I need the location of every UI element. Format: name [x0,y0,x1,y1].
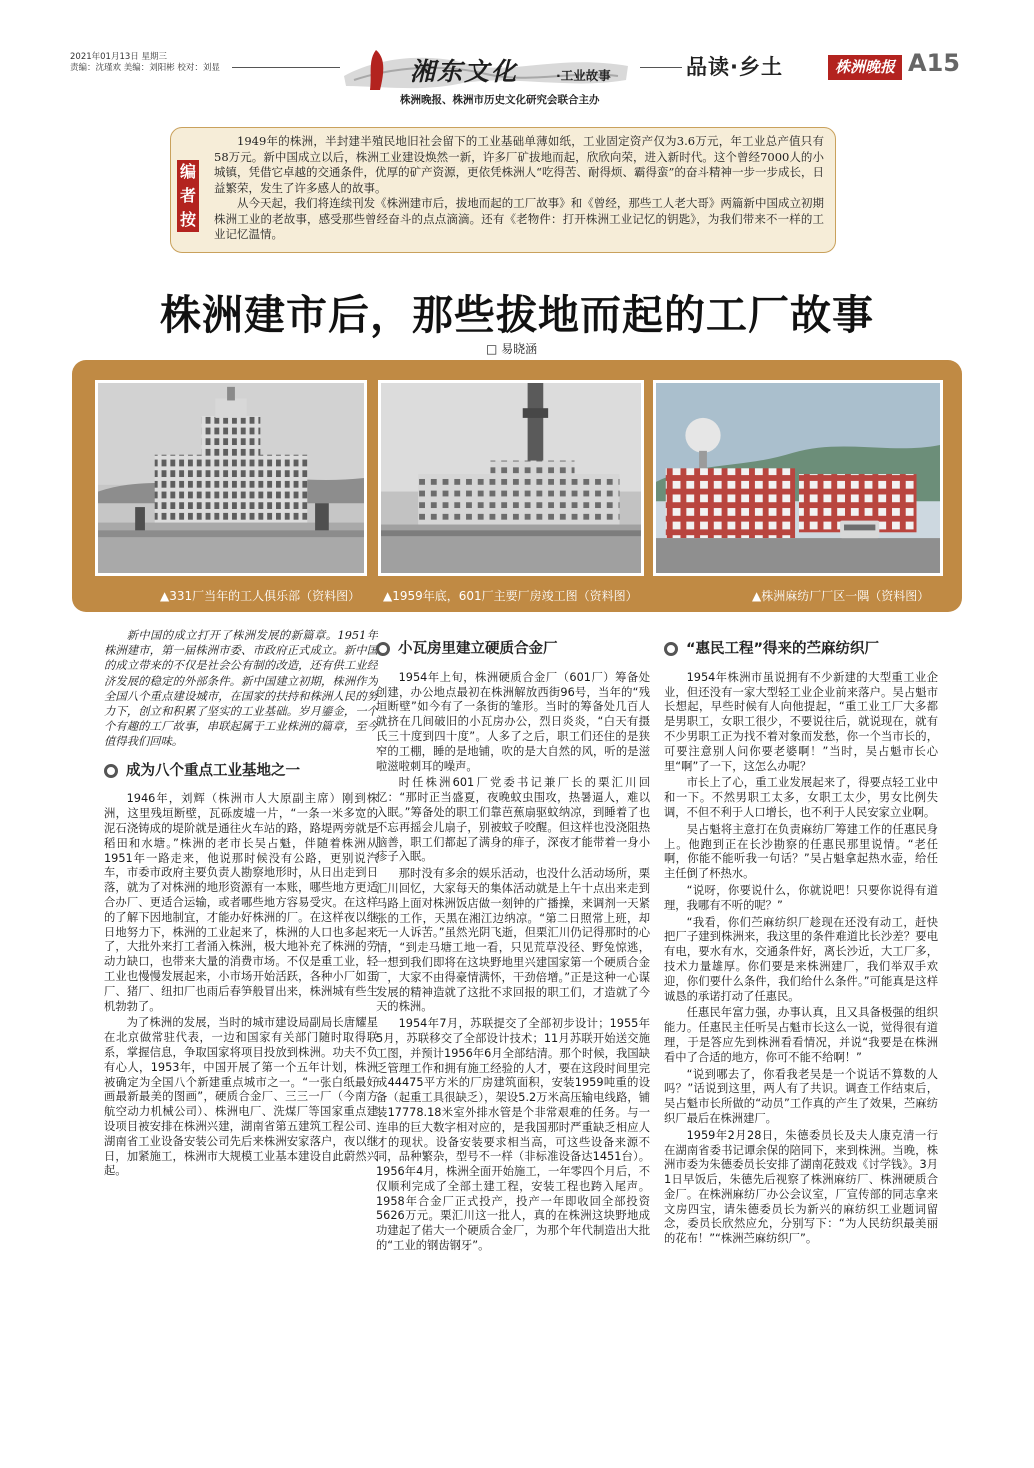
body-paragraph: 1954年上旬，株洲硬质合金厂（601厂）筹备处创建，办公地点最初在株洲解放西街96号，当年的“残垣断壁”如今有了一条街的雏形。当时的筹备处几百人就挤在几间破旧的小瓦房办公，烈日炎炎，“白天有摄氏三十度到四十度”。人多了之后，职工们还住的是狭窄的工棚，睡的是地铺，吹的是大自然的风，听的是滋啦滋啦刺耳的噪声。 [376,670,650,773]
section-name: 品读·乡土 [686,55,783,79]
header-meta [70,52,220,74]
body-paragraph: 为了株洲的发展，当时的城市建设局副局长唐耀星在北京做常驻代表，一边和国家有关部门随时取得联系，掌握信息，争取国家将项目投放到株洲。功夫不负有心人，1953年，中国开展了第一个五年计划，株洲被确定为全国八个新建重点城市之一。“一张白纸最好画最新最美的图画”，硬质合金厂、三三一厂（今南方航空动力机械公司）、株洲电厂、洗煤厂等国家重点建设项目被安排在株洲兴建，湖南省第五建筑工程公司、湖南省工业设备安装公司先后来株洲安家落户，夜以继日，加紧施工，株洲市大规模工业基本建设自此蔚然兴起。 [104,1016,378,1178]
section-title: 小瓦房里建立硬质合金厂 [398,641,558,657]
staff-credits: 责编：沈瑾欢 美编：刘阳彬 校对：刘显 [70,63,220,73]
workers-club-illustration [98,383,364,573]
editor-note-body [214,134,824,243]
byline: □ 易晓涵 [486,342,538,356]
newspaper-logo: 株洲晚报 [828,55,902,80]
article-intro [104,628,378,750]
body-paragraph: “说呀，你要说什么，你就说吧！只要你说得有道理，我哪有不听的呢？” [664,883,938,912]
photo-factory-601 [378,380,644,576]
intro-paragraph: 新中国的成立打开了株洲发展的新篇章。1951年株洲建市，第一届株洲市委、市政府正式成立。新中国的成立带来的不仅是社会公有制的改造，还有供工业经济发展的稳定的外部条件。新中国建立初期，株洲作为全国八个重点建设城市，在国家的扶持和株洲人民的努力下，创立和积累了坚实的工业基础。岁月鎏金，一个个有趣的工厂故事，串联起属于工业株洲的篇章，至今值得我们回味。 [104,629,378,749]
ramie-mill-illustration [656,383,940,573]
section-heading [664,642,938,657]
page-number: A15 [908,49,960,77]
editor-note-paragraph: 1949年的株洲，半封建半殖民地旧社会留下的工业基础单薄如纸，工业固定资产仅为3.6万元，年工业总产值只有58万元。新中国成立以后，株洲工业建设焕然一新，许多厂矿拔地而起，欣欣向荣，进入新时代。这个曾经7000人的小城镇，凭借它卓越的交通条件，优厚的矿产资源，更依凭株洲人“吃得苦、耐得烦、霸得蛮”的奋斗精神一步一步成长，日益繁荣，发生了许多感人的故事。 [214,134,824,195]
factory-601-illustration [381,383,641,573]
editor-note-tag: 编者按 [177,160,199,232]
section-title: 成为八个重点工业基地之一 [126,762,300,779]
body-paragraph: 1959年2月28日，朱德委员长及夫人康克清一行在湖南省委书记谭余保的陪同下，来到株洲。当晚，株洲市委为朱德委员长安排了湖南花鼓戏《讨学钱》。3月1日早饭后，朱德先后视察了株洲麻纺厂、株洲硬质合金厂。在株洲麻纺厂办公会议室，厂宣传部的同志拿来文房四宝，请朱德委员长为新兴的麻纺织工业题词留念，委员长欣然应允，分别写下：“为人民纺织最美丽的花布！”“株洲苎麻纺织厂”。 [664,1128,938,1246]
body-paragraph: 市长上了心，重工业发展起来了，得要点轻工业中和一下。不然男职工太多，女职工太少，男女比例失调，不但不利于人口增长，也不利于人民安家立业啊。 [664,776,938,819]
body-paragraph: 吴占魁将主意打在负责麻纺厂筹建工作的任惠民身上。他跑到正在长沙勘察的任惠民那里说情。“老任啊，你能不能听我一句话？”吴占魁拿起热水壶，给任主任倒了杯热水。 [664,822,938,881]
column-logo: 湘东文化 [410,57,519,86]
photo-caption-1: ▲331厂当年的工人俱乐部（资料图） [160,589,361,603]
body-paragraph: 1954年7月，苏联提交了全部初步设计；1955年5月，苏联移交了全部设计技术；11月苏联开始送交施工图，并预计1956年6月全部结清。那个时候，我国缺乏管理工作和拥有施工经验的人才，要在这段时间里完成44475平方米的厂房建筑面积，安装1959吨重的设备（起重工具很缺乏），架设5.2万米高压输电线路，铺装17778.18米室外排水管是个非常艰难的任务。与一连串的巨大数字相对应的，是我国那时严重缺乏相应人才的现状。设备安装要求相当高，可这些设备来源不同，品种繁杂，型号不一样（非标准设备达1451台）。1956年4月，株洲全面开始施工，一年零四个月后，不仅顺利完成了全部土建工程，安装工程也跨入尾声。1958年合金厂正式投产，投产一年即收回全部投资5626万元。栗汇川这一批人，真的在株洲这块野地成功建起了偌大一个硬质合金厂，为那个年代制造出大批的“工业的钢齿钢牙”。 [376,1017,650,1253]
issue-date: 2021年01月13日 星期三 [70,52,167,62]
editor-note-paragraph: 从今天起，我们将连续刊发《株洲建市后，拔地而起的工厂故事》和《曾经，那些工人老大哥》两篇新中国成立初期株洲工业的老故事，感受那些曾经奋斗的点点滴滴。还有《老物件：打开株洲工业记忆的钥匙》，为我们带来不一样的工业记忆温情。 [214,196,824,241]
photo-caption-2: ▲1959年底，601厂主要厂房竣工图（资料图） [383,589,638,603]
article-column-3 [664,628,938,1458]
section-title: “惠民工程”得来的苎麻纺织厂 [686,641,880,657]
article-column-2 [376,628,650,1458]
header-rule-left [232,67,340,68]
headline: 株洲建市后，那些拔地而起的工厂故事 [160,291,874,339]
body-paragraph: 时任株洲601厂党委书记兼厂长的栗汇川回忆：“那时正当盛夏，夜晚蚊虫围攻，热暑逼人，难以入眠。”筹备处的职工们靠芭蕉扇驱蚊纳凉，到睡着了也不忘再摇会儿扇子，别被蚊子咬醒。但这样也没浇阻热脑善，职工们都起了满身的痱子，深夜才能带着一身小疹子入眠。 [376,776,650,864]
header-rule-right [640,67,682,68]
section-heading [104,764,378,779]
photo-panel [72,360,962,612]
article-column-1 [104,628,378,1458]
body-paragraph: 任惠民年富力强，办事认真，且又具备极强的组织能力。任惠民主任听吴占魁市长这么一说，觉得很有道理，于是答应先到株洲看看情况，并说“我要是在株洲看中了合适的地方，你可不能不给啊！” [664,1006,938,1064]
circle-bullet-icon [376,642,390,656]
section-heading [376,642,650,657]
body-paragraph: 1946年，刘辉（株洲市人大原副主席）刚到株洲，这里残垣断壁，瓦砾废墟一片，“一条一米多宽的泥石浇铸成的堤阶就是通往火车站的路，路堤两旁就是稻田和水塘。”株洲的老市长吴占魁，伴随着株洲从1951年一路走来，他说那时候没有公路，更别说汽车，市委市政府主要负责人勘察地形时，从日出走到日落，就为了对株洲的地形资源有一本账，哪些地方更适合办厂、更适合运输，或者哪些地方容易受灾。在这样的了解下因地制宜，才能办好株洲的厂。在这样夜以继日地努力下，株洲的工业起来了，株洲的人口也多起来了，大批外来打工者涌入株洲，极大地补充了株洲的劳动力缺口，也带来大量的消费市场。不仅是重工业，轻工业也慢慢发展起来，小市场开始活跃，各种小厂如蛋厂、猪厂、纽扣厂也雨后春笋般冒出来，株洲城有些生机勃勃了。 [104,792,378,1013]
body-paragraph: “我看，你们苎麻纺织厂趁现在还没有动工，赶快把厂子建到株洲来，我这里的条件难道比长沙差？要电有电，要水有水，交通条件好，离长沙近，大工厂多，技术力量雄厚。你们要是来株洲建厂，我们举双手欢迎，你们要什么条件，我们给什么条件。”可能真是这样诚恳的承诺打动了任惠民。 [664,915,938,1003]
body-paragraph: 那时没有多余的娱乐活动，也没什么活动场所，栗汇川回忆，大家每天的集体活动就是上午十点出来走到马路上面对株洲饭店做一刻钟的广播操，来调剂一天紧张的工作，天黑在湘江边纳凉。“第二日照常上班，却无一人诉苦。”虽然光阴飞逝，但栗汇川仍记得那时的心情，“到走马塘工地一看，只见荒草没径、野兔惊逃，一想到我们即将在这块野地里兴建国家第一个硬质合金厂，大家不由得豪情满怀，干劲倍增。”正是这种一心谋发展的精神造就了这批不求回报的职工们，才造就了今天的株洲。 [376,867,650,1014]
column-subtitle: ·工业故事 [556,68,611,83]
sponsor-line: 株洲晚报、株洲市历史文化研究会联合主办 [400,94,600,106]
circle-bullet-icon [664,642,678,656]
photo-workers-club [95,380,367,576]
photo-ramie-mill [653,380,943,576]
body-paragraph: “说到哪去了，你看我老吴是一个说话不算数的人吗？”话说到这里，两人有了共识。调查工作结束后，吴占魁市长所做的“动员”工作真的产生了效果，苎麻纺织厂最后在株洲建厂。 [664,1067,938,1125]
body-paragraph: 1954年株洲市虽说拥有不少新建的大型重工业企业，但还没有一家大型轻工业企业前来落户。吴占魁市长想起，早些时候有人向他提起，“重工业工厂大多都是男职工，女职工很少，不要说往后，就说现在，就有不少男职工正为找不着对象而发愁，你一个当市长的，可要注意别人问你要老婆啊！”当时，吴占魁市长心里“啊”了一下，这怎么办呢？ [664,670,938,773]
photo-caption-3: ▲株洲麻纺厂厂区一隅（资料图） [752,589,930,603]
circle-bullet-icon [104,764,118,778]
